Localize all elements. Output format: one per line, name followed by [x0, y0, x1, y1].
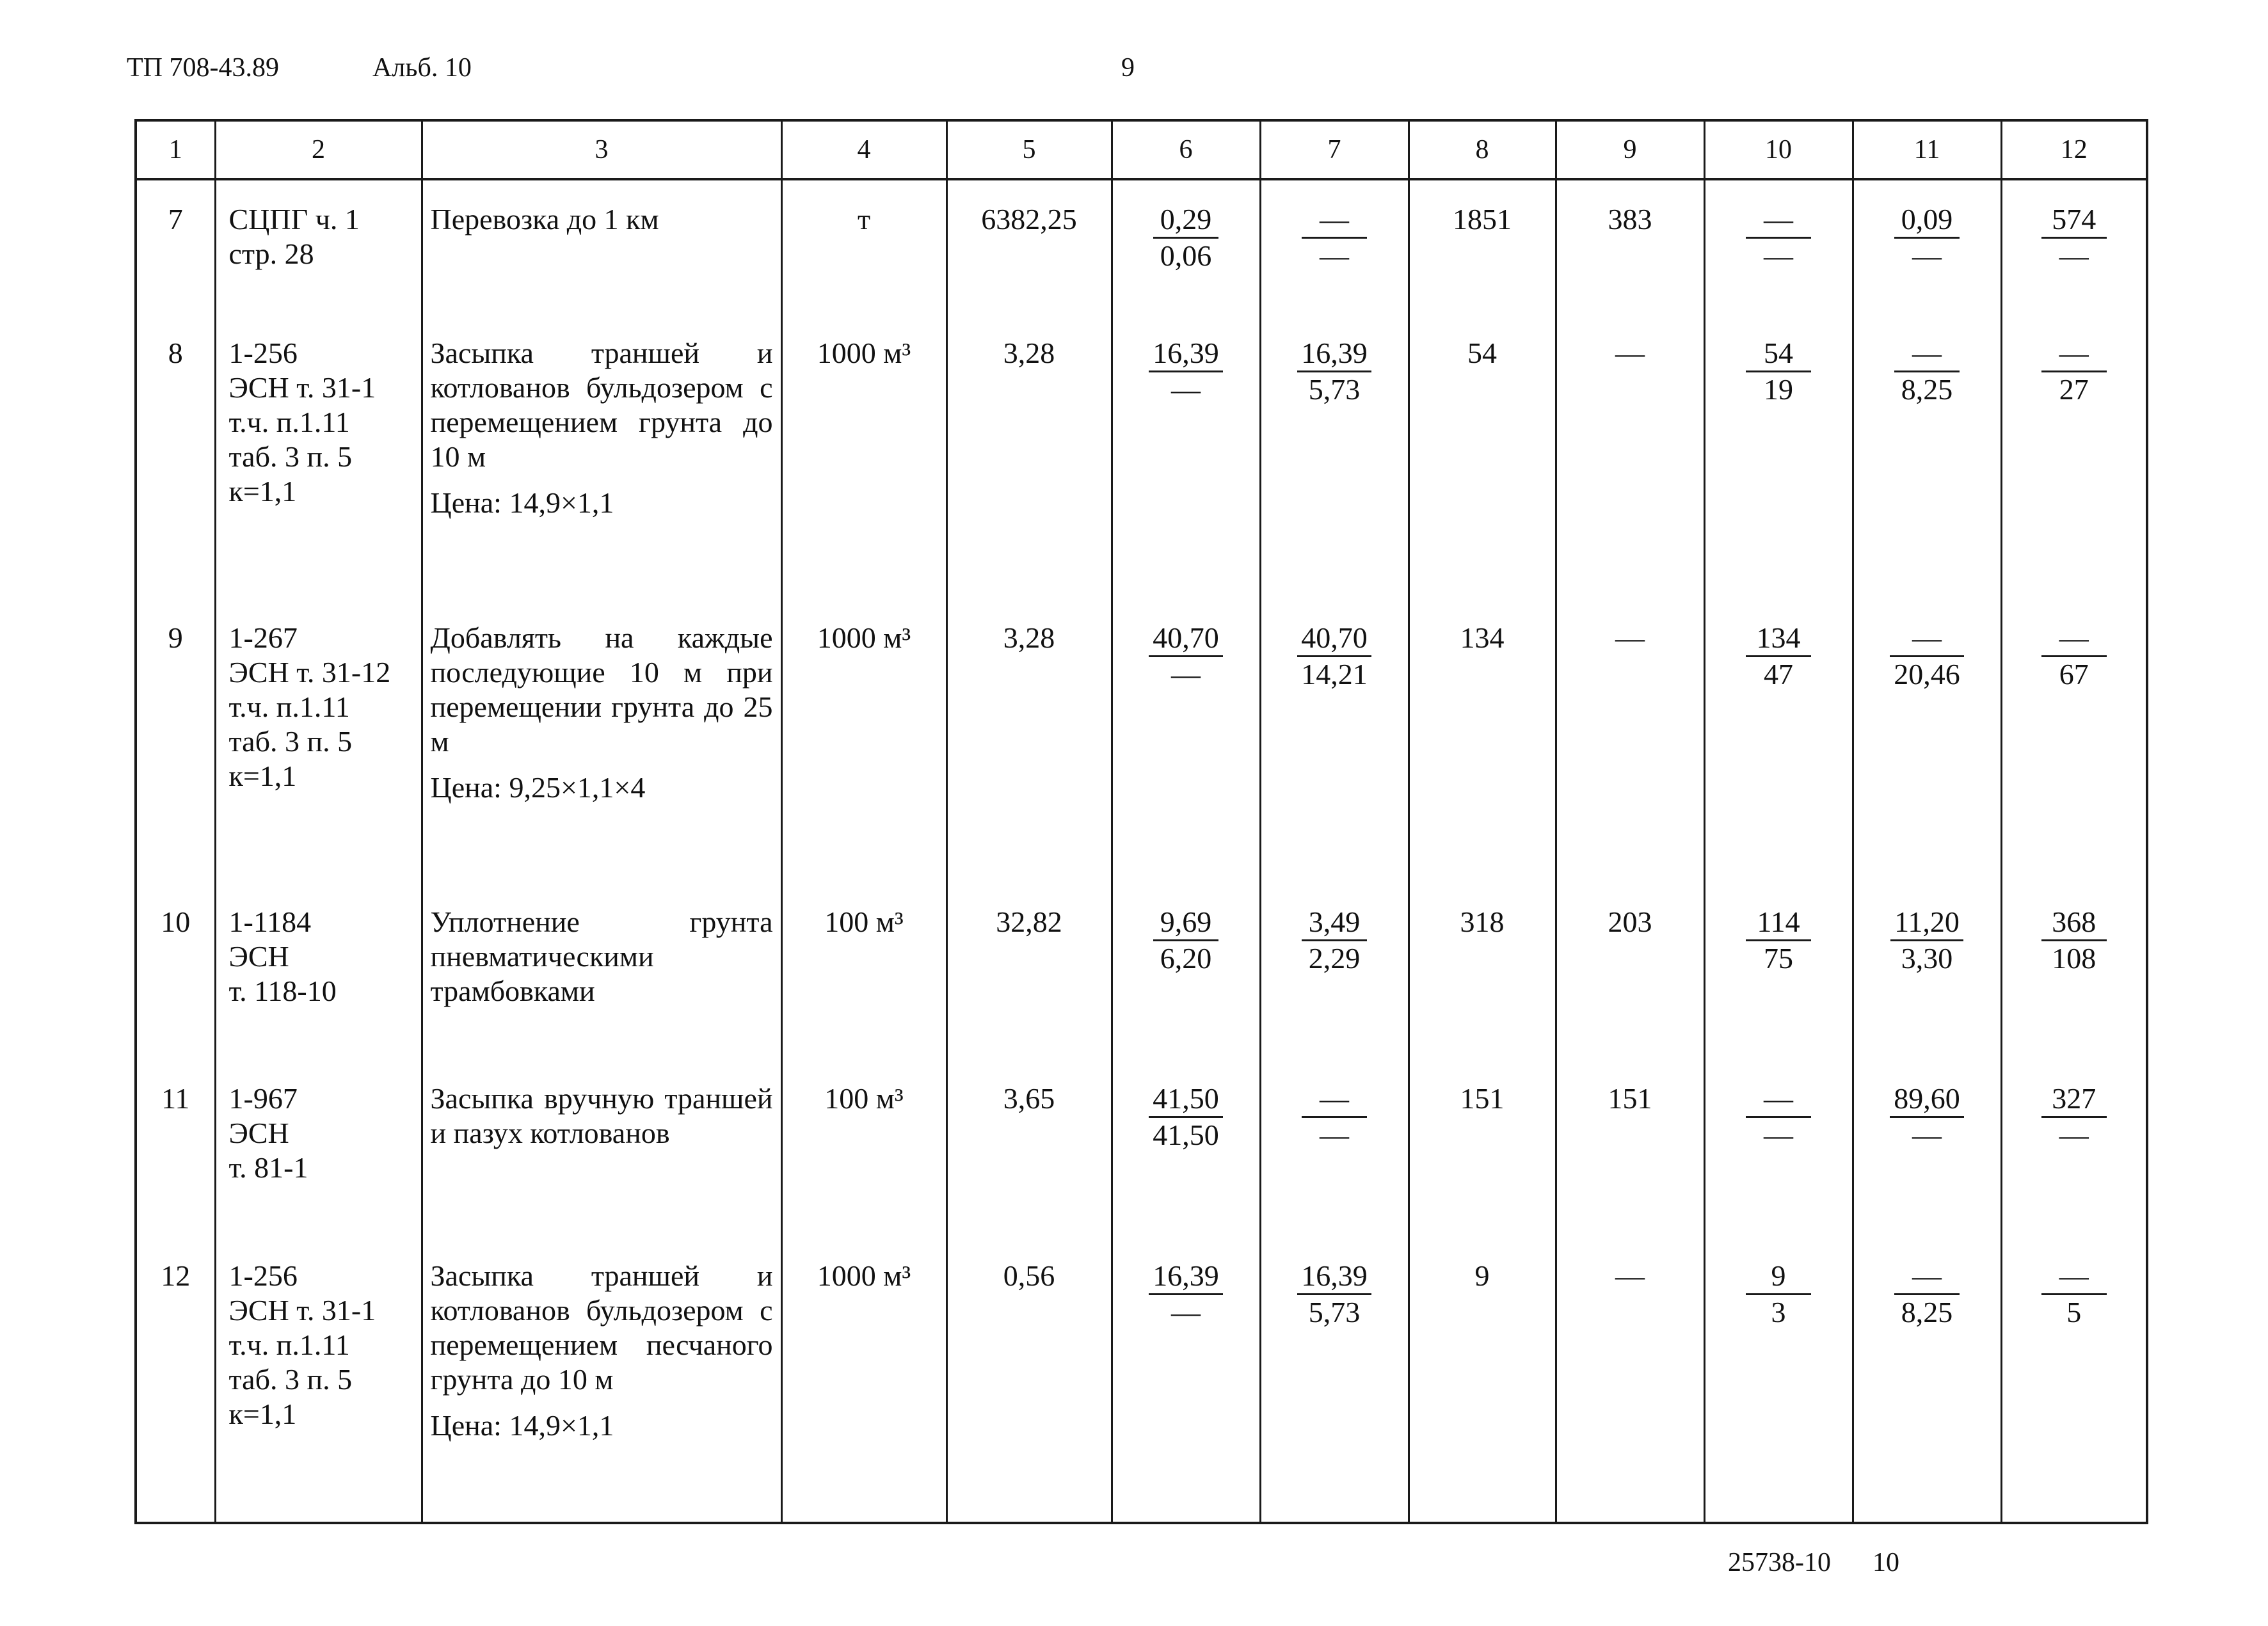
cell-col7 [1260, 599, 1409, 883]
fraction-c10 [1746, 336, 1811, 407]
work-description [422, 599, 781, 883]
cell-col7 [1260, 1237, 1409, 1521]
fraction-denominator: — [1320, 1119, 1349, 1152]
fraction-c10 [1746, 202, 1811, 273]
norm-reference [215, 1237, 422, 1521]
fraction-c11 [1894, 202, 1960, 273]
column-header-10: 10 [1704, 120, 1853, 179]
fraction-c6 [1149, 1081, 1223, 1152]
fraction-denominator: 5,73 [1308, 373, 1361, 406]
empty-cell [1704, 1521, 1853, 1523]
cell-col11 [1853, 883, 2001, 1060]
fraction-denominator: 3 [1771, 1296, 1786, 1329]
fraction-denominator: 8,25 [1901, 373, 1953, 406]
work-name: Засыпка вручную траншей и пазух котлованов [430, 1082, 773, 1150]
norm-reference [215, 1060, 422, 1237]
fraction-numerator: 9 [1746, 1259, 1811, 1295]
fraction-numerator: 89,60 [1890, 1081, 1964, 1118]
column-header-3: 3 [422, 120, 781, 179]
cell-col12 [2001, 1060, 2147, 1237]
fraction-denominator: 67 [2059, 657, 2089, 690]
fraction-c10 [1746, 905, 1811, 976]
page-number: 9 [1121, 53, 1135, 83]
fraction-c12 [2041, 202, 2107, 273]
cell-col10 [1704, 599, 1853, 883]
fraction-c6 [1149, 336, 1223, 407]
empty-cell [2001, 1521, 2147, 1523]
norm-reference-line: таб. 3 п. 5 [228, 440, 353, 474]
fraction-numerator: — [2041, 621, 2107, 657]
row-number: 7 [136, 179, 215, 314]
fraction-denominator: — [1764, 239, 1793, 272]
cell-col8: 151 [1409, 1060, 1556, 1237]
norm-reference [215, 883, 422, 1060]
norm-reference-line: т. 118-10 [228, 974, 337, 1007]
column-number-row [136, 120, 2147, 179]
cell-col10 [1704, 1060, 1853, 1237]
work-name: Уплотнение грунта пневматическими трамбовками [430, 905, 773, 1007]
work-description [422, 1060, 781, 1237]
fraction-denominator: — [1764, 1119, 1793, 1152]
cell-col11 [1853, 314, 2001, 598]
cell-col6 [1112, 1237, 1260, 1521]
cell-col12 [2001, 314, 2147, 598]
fraction-numerator: — [2041, 1259, 2107, 1295]
work-name: Засыпка траншей и котлованов бульдозером с перемещением песчаного грунта до 10 м [430, 1259, 773, 1396]
price-formula: Цена: 14,9×1,1 [430, 486, 614, 520]
cell-col11 [1853, 1060, 2001, 1237]
table-filler-row [136, 1521, 2147, 1523]
fraction-denominator: 75 [1764, 941, 1793, 975]
fraction-denominator: — [1912, 239, 1942, 272]
unit-of-measure: т [781, 179, 946, 314]
empty-cell [1556, 1521, 1704, 1523]
norm-reference-line: ЭСН т. 31-1 [228, 371, 376, 404]
cell-col6 [1112, 179, 1260, 314]
fraction-numerator: — [1302, 1081, 1367, 1118]
norm-reference-line: стр. 28 [228, 237, 314, 270]
fraction-c12 [2041, 905, 2107, 976]
fraction-c7 [1297, 621, 1371, 692]
fraction-c6 [1149, 1259, 1223, 1330]
cell-col7 [1260, 179, 1409, 314]
fraction-c12 [2041, 621, 2107, 692]
row-number: 10 [136, 883, 215, 1060]
norm-reference-line: таб. 3 п. 5 [228, 1363, 353, 1396]
fraction-c11 [1894, 336, 1960, 407]
cell-col7 [1260, 883, 1409, 1060]
norm-reference-line: т. 81-1 [228, 1151, 308, 1184]
fraction-c12 [2041, 1081, 2107, 1152]
cell-col8: 134 [1409, 599, 1556, 883]
empty-cell [1112, 1521, 1260, 1523]
cell-col10 [1704, 314, 1853, 598]
fraction-numerator: — [1302, 202, 1367, 239]
norm-reference-line: СЦПГ ч. 1 [228, 203, 360, 235]
fraction-denominator: 3,30 [1901, 941, 1953, 975]
empty-cell [136, 1521, 215, 1523]
fraction-denominator: 19 [1764, 373, 1793, 406]
unit-of-measure: 1000 м³ [781, 599, 946, 883]
row-number: 8 [136, 314, 215, 598]
fraction-c6 [1153, 905, 1218, 976]
cell-col12 [2001, 599, 2147, 883]
column-header-6: 6 [1112, 120, 1260, 179]
fraction-numerator: — [1890, 621, 1964, 657]
fraction-c11 [1890, 1081, 1964, 1152]
unit-of-measure: 1000 м³ [781, 1237, 946, 1521]
cell-col7 [1260, 1060, 1409, 1237]
column-header-8: 8 [1409, 120, 1556, 179]
fraction-c7 [1297, 1259, 1371, 1330]
fraction-numerator: 114 [1746, 905, 1811, 941]
column-header-5: 5 [946, 120, 1112, 179]
norm-reference-line: 1-256 [228, 1259, 298, 1293]
fraction-c6 [1149, 621, 1223, 692]
fraction-c11 [1890, 905, 1963, 976]
fraction-numerator: — [1746, 1081, 1811, 1118]
fraction-denominator: 27 [2059, 373, 2089, 406]
table-row [136, 599, 2147, 883]
fraction-numerator: 134 [1746, 621, 1811, 657]
cell-col9: 383 [1556, 179, 1704, 314]
column-header-1: 1 [136, 120, 215, 179]
fraction-c12 [2041, 1259, 2107, 1330]
fraction-denominator: — [1171, 373, 1201, 406]
table-row [136, 179, 2147, 314]
cell-col11 [1853, 1237, 2001, 1521]
cell-col9: 151 [1556, 1060, 1704, 1237]
fraction-numerator: 16,39 [1149, 336, 1223, 372]
fraction-denominator: 8,25 [1901, 1296, 1953, 1329]
quantity: 3,28 [946, 314, 1112, 598]
empty-cell [422, 1521, 781, 1523]
fraction-numerator: — [1894, 1259, 1960, 1295]
cell-col9: 203 [1556, 883, 1704, 1060]
fraction-c7 [1302, 1081, 1367, 1152]
cell-col9: — [1556, 599, 1704, 883]
work-name: Добавлять на каждые последующие 10 м при перемещении грунта до 25 м [430, 621, 773, 758]
cell-col6 [1112, 599, 1260, 883]
cell-col6 [1112, 1060, 1260, 1237]
norm-reference-line: таб. 3 п. 5 [228, 724, 353, 758]
fraction-numerator: 40,70 [1149, 621, 1223, 657]
work-name: Засыпка траншей и котлованов бульдозером с перемещением грунта до 10 м [430, 337, 773, 474]
fraction-numerator: 9,69 [1153, 905, 1218, 941]
empty-cell [781, 1521, 946, 1523]
fraction-denominator: 108 [2052, 941, 2096, 975]
album-label: Альб. 10 [372, 53, 472, 83]
work-description [422, 883, 781, 1060]
fraction-denominator: 5,73 [1308, 1296, 1361, 1329]
cell-col8: 318 [1409, 883, 1556, 1060]
footer-code: 25738-10 [1728, 1548, 1831, 1577]
fraction-denominator: — [1171, 1296, 1201, 1329]
cell-col6 [1112, 314, 1260, 598]
fraction-denominator: — [2059, 1119, 2089, 1152]
quantity: 3,65 [946, 1060, 1112, 1237]
cell-col12 [2001, 1237, 2147, 1521]
cell-col8: 9 [1409, 1237, 1556, 1521]
fraction-c7 [1302, 905, 1367, 976]
fraction-c10 [1746, 1081, 1811, 1152]
norm-reference-line: ЭСН [228, 1117, 289, 1150]
fraction-c6 [1153, 202, 1218, 273]
table-row [136, 314, 2147, 598]
row-number: 11 [136, 1060, 215, 1237]
fraction-denominator: 5 [2066, 1296, 2082, 1329]
fraction-denominator: 47 [1764, 657, 1793, 690]
fraction-numerator: 368 [2041, 905, 2107, 941]
fraction-denominator: 41,50 [1153, 1119, 1219, 1152]
fraction-denominator: 0,06 [1160, 239, 1212, 272]
empty-cell [1409, 1521, 1556, 1523]
empty-cell [1853, 1521, 2001, 1523]
fraction-numerator: 0,09 [1894, 202, 1960, 239]
column-header-2: 2 [215, 120, 422, 179]
fraction-denominator: 20,46 [1894, 657, 1960, 690]
fraction-numerator: — [1894, 336, 1960, 372]
fraction-denominator: — [1320, 239, 1349, 272]
cell-col6 [1112, 883, 1260, 1060]
price-formula: Цена: 9,25×1,1×4 [430, 770, 646, 804]
quantity: 0,56 [946, 1237, 1112, 1521]
fraction-numerator: — [2041, 336, 2107, 372]
table-row [136, 1237, 2147, 1521]
unit-of-measure: 100 м³ [781, 1060, 946, 1237]
cell-col12 [2001, 883, 2147, 1060]
norm-reference-line: т.ч. п.1.11 [228, 406, 350, 439]
fraction-c11 [1890, 621, 1964, 692]
quantity: 3,28 [946, 599, 1112, 883]
work-name: Перевозка до 1 км [430, 203, 659, 235]
fraction-denominator: — [1171, 657, 1201, 690]
norm-reference-line: к=1,1 [228, 759, 297, 792]
cell-col10 [1704, 1237, 1853, 1521]
fraction-c7 [1297, 336, 1371, 407]
norm-reference-line: т.ч. п.1.11 [228, 690, 350, 723]
norm-reference [215, 179, 422, 314]
cell-col8: 1851 [1409, 179, 1556, 314]
price-formula: Цена: 14,9×1,1 [430, 1409, 614, 1442]
column-header-9: 9 [1556, 120, 1704, 179]
empty-cell [215, 1521, 422, 1523]
document-code: ТП 708-43.89 [127, 53, 279, 83]
fraction-denominator: — [1912, 1119, 1942, 1152]
fraction-denominator: 6,20 [1160, 941, 1212, 975]
cell-col7 [1260, 314, 1409, 598]
fraction-numerator: 16,39 [1149, 1259, 1223, 1295]
unit-of-measure: 1000 м³ [781, 314, 946, 598]
fraction-numerator: 16,39 [1297, 1259, 1371, 1295]
column-header-12: 12 [2001, 120, 2147, 179]
norm-reference-line: к=1,1 [228, 1398, 297, 1431]
cell-col9: — [1556, 314, 1704, 598]
unit-of-measure: 100 м³ [781, 883, 946, 1060]
fraction-c11 [1894, 1259, 1960, 1330]
fraction-numerator: 16,39 [1297, 336, 1371, 372]
fraction-numerator: 3,49 [1302, 905, 1367, 941]
norm-reference-line: т.ч. п.1.11 [228, 1328, 350, 1362]
fraction-denominator: 14,21 [1301, 657, 1368, 690]
work-description [422, 314, 781, 598]
fraction-c7 [1302, 202, 1367, 273]
fraction-denominator: 2,29 [1308, 941, 1361, 975]
table-row [136, 883, 2147, 1060]
fraction-numerator: 327 [2041, 1081, 2107, 1118]
fraction-c10 [1746, 621, 1811, 692]
column-header-7: 7 [1260, 120, 1409, 179]
fraction-denominator: — [2059, 239, 2089, 272]
cell-col11 [1853, 599, 2001, 883]
norm-reference-line: ЭСН [228, 939, 289, 973]
fraction-numerator: 11,20 [1890, 905, 1963, 941]
cell-col10 [1704, 179, 1853, 314]
row-number: 9 [136, 599, 215, 883]
fraction-numerator: — [1746, 202, 1811, 239]
norm-reference-line: к=1,1 [228, 475, 297, 508]
column-header-4: 4 [781, 120, 946, 179]
fraction-numerator: 0,29 [1153, 202, 1218, 239]
norm-reference-line: 1-1184 [228, 905, 312, 938]
empty-cell [946, 1521, 1112, 1523]
norm-reference [215, 314, 422, 598]
fraction-c10 [1746, 1259, 1811, 1330]
norm-reference-line: ЭСН т. 31-1 [228, 1294, 376, 1327]
row-number: 12 [136, 1237, 215, 1521]
footer-sheet-number: 10 [1873, 1548, 1899, 1577]
norm-reference-line: 1-256 [228, 337, 298, 370]
quantity: 32,82 [946, 883, 1112, 1060]
empty-cell [1260, 1521, 1409, 1523]
table-row [136, 1060, 2147, 1237]
fraction-numerator: 40,70 [1297, 621, 1371, 657]
fraction-numerator: 574 [2041, 202, 2107, 239]
quantity: 6382,25 [946, 179, 1112, 314]
column-header-11: 11 [1853, 120, 2001, 179]
work-description [422, 179, 781, 314]
cell-col8: 54 [1409, 314, 1556, 598]
fraction-numerator: 54 [1746, 336, 1811, 372]
norm-reference-line: 1-967 [228, 1082, 298, 1115]
estimate-table [134, 119, 2148, 1524]
cell-col9: — [1556, 1237, 1704, 1521]
fraction-numerator: 41,50 [1149, 1081, 1223, 1118]
work-description [422, 1237, 781, 1521]
cell-col12 [2001, 179, 2147, 314]
norm-reference-line: ЭСН т. 31-12 [228, 655, 391, 689]
cell-col10 [1704, 883, 1853, 1060]
norm-reference-line: 1-267 [228, 621, 298, 654]
norm-reference [215, 599, 422, 883]
cell-col11 [1853, 179, 2001, 314]
fraction-c12 [2041, 336, 2107, 407]
